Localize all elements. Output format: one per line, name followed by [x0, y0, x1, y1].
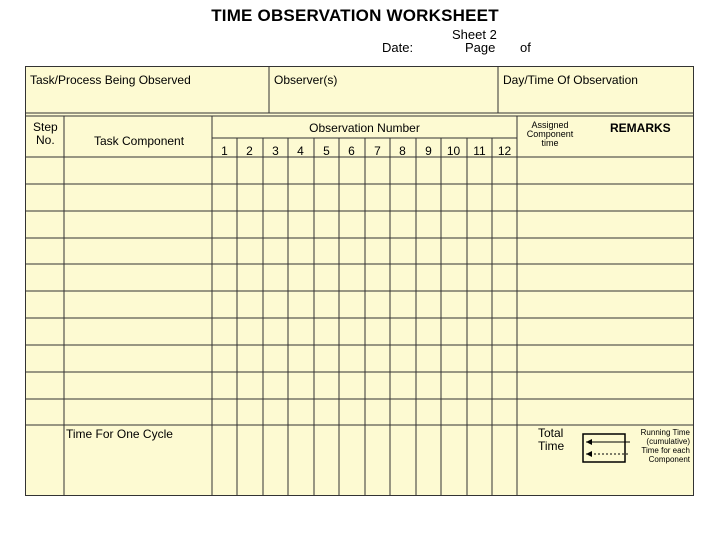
assigned-component-time-header: Assigned Component time	[526, 120, 574, 148]
legend-time-each: Time for each Component	[641, 446, 690, 464]
legend-running-time: Running Time (cumulative)	[640, 428, 690, 446]
total-time-label: Total Time	[538, 426, 565, 453]
step-no-header: Step No.	[33, 120, 58, 147]
observation-number-8: 8	[399, 144, 406, 158]
observation-number-5: 5	[323, 144, 330, 158]
page-label: Page	[465, 40, 496, 55]
task-process-field-label: Task/Process Being Observed	[30, 73, 191, 87]
observation-number-2: 2	[246, 144, 253, 158]
observation-number-header: Observation Number	[309, 121, 420, 135]
remarks-header: REMARKS	[610, 121, 671, 135]
sheet-number: Sheet 2	[452, 27, 497, 42]
task-component-header: Task Component	[94, 134, 185, 148]
time-for-one-cycle-label: Time For One Cycle	[66, 427, 173, 441]
legend-each-arrow	[586, 451, 592, 457]
worksheet-title: TIME OBSERVATION WORKSHEET	[211, 6, 499, 25]
observation-number-9: 9	[425, 144, 432, 158]
legend-running-arrow	[586, 439, 592, 445]
observation-number-3: 3	[272, 144, 279, 158]
observation-number-10: 10	[446, 144, 461, 158]
date-label: Date:	[382, 40, 414, 55]
observation-number-4: 4	[297, 144, 304, 158]
observation-number-11: 11	[473, 144, 486, 158]
observation-number-7: 7	[374, 144, 381, 158]
observation-number-12: 12	[497, 144, 512, 158]
observers-field-label: Observer(s)	[274, 73, 338, 87]
legend-diagram	[580, 432, 630, 466]
observation-number-1: 1	[221, 144, 228, 158]
observation-number-6: 6	[348, 144, 355, 158]
day-time-field-label: Day/Time Of Observation	[503, 73, 638, 87]
of-label: of	[520, 40, 531, 55]
legend-box	[583, 434, 625, 462]
